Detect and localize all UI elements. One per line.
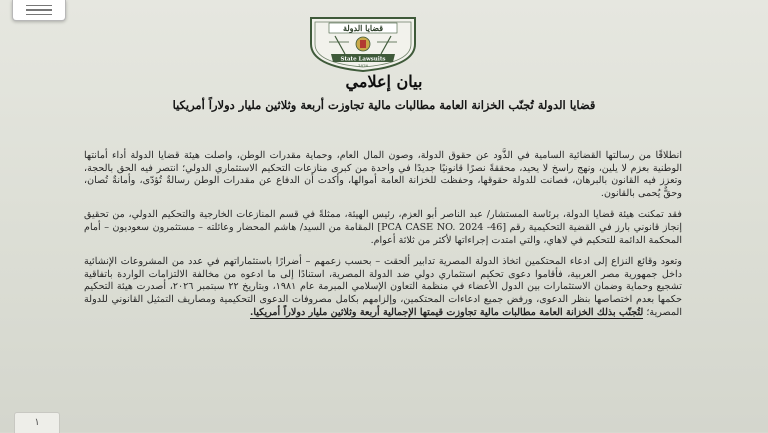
paragraph-background-text: وتعود وقائع النزاع إلى ادعاء المحتكمين اتخاذ الدولة المصرية تدابير ألحقت – بحسب زعمهم – أضرارًا باستثماراتهم في عدد من المشروعات الإنشائية داخل جمهورية مصر العربية، فأقاموا دعوى تحكيم استثماري دولي ضد الدولة المصرية، استنادًا إلى ما ادعوه من مخالفة الالتزامات الواردة باتفاقية تشجيع وحماية وضمان الاستثمارات بين الدول الأعضاء في منظمة التعاون الإسلامي المبرمة عام ١٩٨١، وبتاريخ ٢٢ سبتمبر ٢٠٢٦، أصدرت هيئة التحكيم حكمها بعدم اختصاصها بنظر الدعوى، ورفض جميع ادعاءات المحتكمين، وإلزامهم بكامل مصروفات الدعوى التحكيمية ومصاريف التمثيل القانوني للدولة المصرية؛ bbox=[84, 256, 682, 318]
document-subtitle: قضايا الدولة تُجنّب الخزانة العامة مطالبات مالية تجاوزت أربعة وثلاثين مليار دولاراً أمريكيا bbox=[172, 98, 596, 112]
document-title: بيان إعلامي bbox=[345, 72, 423, 91]
hamburger-menu-icon bbox=[26, 5, 52, 7]
paragraph-intro: انطلاقًا من رسالتها القضائية السامية في الذَّود عن حقوق الدولة، وصون المال العام، وحماية مقدرات الوطن، واصلت هيئة قضايا الدولة أداء أمانتها الوطنية بعزم لا يلين، ونهج راسخ لا يحيد، محققةً نصرًا قانونيًا جديدًا في واحدة من كبرى منازعات التحكيم الاستثماري الدولي؛ انتصر فيه الحق بالحجة، وتعزز فيه القانون بالبرهان، فصانت للدولة حقوقها، وحفظت للخزانة العامة أموالها، وأكدت أن الدفاع عن مقدرات الوطن رسالةٌ تُؤدّى، وأمانةٌ تُصان، وحقٌّ يُحمى بالقانون. bbox=[84, 150, 682, 199]
paragraph-achievement: فقد تمكنت هيئة قضايا الدولة، برئاسة المستشار/ عبد الناصر أبو العزم، رئيس الهيئة، ممثلةً في قسم المنازعات الخارجية والتحكيم الدولي، من تحقيق إنجاز قانوني بارز في القضية التحكيمية رقم [PCA CASE NO. 2024 -46] المقامة من السيد/ هاشم المحضار وعائلته – مستثمرون سعوديون – أمام المحكمة الدائمة للتحكيم في لاهاي، والتي امتدت إجراءاتها لأكثر من ثلاثة أعوام. bbox=[84, 209, 683, 246]
state-lawsuits-emblem-icon bbox=[309, 14, 417, 72]
logo-bottom-text: State Lawsuits bbox=[340, 56, 386, 63]
paragraph-background bbox=[84, 256, 682, 319]
menu-button[interactable] bbox=[12, 0, 66, 21]
logo-top-text: قضايا الدولة bbox=[342, 23, 384, 33]
hamburger-menu-icon-line bbox=[26, 9, 52, 11]
document-body bbox=[84, 150, 682, 328]
logo-year: 1876 bbox=[357, 63, 369, 68]
page-indicator[interactable]: ١ bbox=[14, 412, 60, 433]
closing-emphasis: لتُجنّب بذلك الخزانة العامة مطالبات مالية تجاوزت قيمتها الإجمالية أربعة وثلاثين مليار دولاراً أمريكيا. bbox=[249, 306, 644, 318]
hamburger-menu-icon-line bbox=[26, 14, 52, 16]
